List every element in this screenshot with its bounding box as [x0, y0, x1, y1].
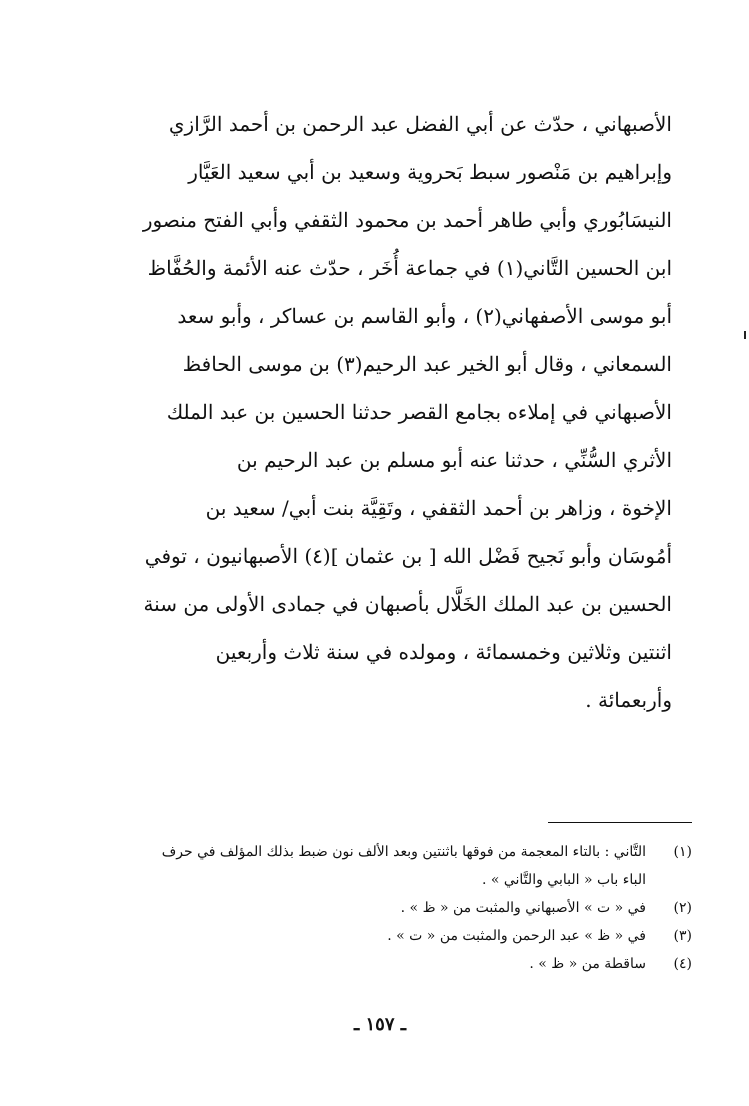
footnote-line: ساقطة من « ظ » . [529, 956, 646, 972]
text-line: الحسين بن عبد الملك الخَلَّال بأصبهان في جمادى الأولى من سنة [143, 592, 672, 616]
footnote-text [100, 838, 646, 894]
footnote-4 [100, 950, 692, 978]
footnote-3 [100, 922, 692, 950]
margin-mark [744, 331, 746, 339]
footnote-number: (١) [673, 844, 692, 860]
footnote-number: (٤) [673, 956, 692, 972]
footnote-number: (٢) [673, 900, 692, 916]
text-line: الأثري السُّنِّي ، حدثنا عنه أبو مسلم بن عبد الرحيم بن [236, 448, 672, 472]
footnote-text [100, 950, 646, 978]
page-number: ـ ١٥٧ ـ [353, 1014, 407, 1035]
footnote-line: في « ظ » عبد الرحمن والمثبت من « ت » . [387, 928, 646, 944]
text-line: اثنتين وثلاثين وخمسمائة ، ومولده في سنة ثلاث وأربعين [215, 640, 672, 664]
main-text-block [130, 100, 672, 724]
footnote-2 [100, 894, 692, 922]
text-line: أمُوسَان وأبو نَجيح فَضْل الله [ بن عثمان ](٤) الأصبهانيون ، توفي [144, 544, 672, 568]
text-line: السمعاني ، وقال أبو الخير عبد الرحيم(٣) بن موسى الحافظ [182, 352, 672, 376]
footnote-line: التَّاني : بالتاء المعجمة من فوقها باثنتين وبعد الألف نون ضبط بذلك المؤلف في حرف [161, 844, 646, 860]
footnotes-block [100, 838, 692, 978]
footnote-1 [100, 838, 692, 894]
text-line: الإخوة ، وزاهر بن أحمد الثقفي ، وتَقِيَّة بنت أبي/ سعيد بن [205, 496, 672, 520]
text-line: أبو موسى الأصفهاني(٢) ، وأبو القاسم بن عساكر ، وأبو سعد [177, 304, 672, 328]
text-line: الأصبهاني في إملاءه بجامع القصر حدثنا الحسين بن عبد الملك [166, 400, 672, 424]
footnote-text [100, 922, 646, 950]
footnote-line: الباء باب « البابي والتَّاني » . [481, 872, 646, 888]
footnote-line: في « ت » الأصبهاني والمثبت من « ظ » . [400, 900, 646, 916]
text-line: وإبراهيم بن مَنْصور سبط بَحروية وسعيد بن أبي سعيد العَيَّار [188, 160, 672, 184]
text-line: الأصبهاني ، حدّث عن أبي الفضل عبد الرحمن بن أحمد الرَّازي [168, 112, 672, 136]
footnote-number: (٣) [673, 928, 692, 944]
footnote-divider [548, 822, 692, 823]
footnote-text [100, 894, 646, 922]
text-line: ابن الحسين التَّاني(١) في جماعة أُخَر ، حدّث عنه الأئمة والحُفَّاظ [147, 256, 672, 280]
text-line: وأربعمائة . [585, 688, 672, 712]
text-line: النيسَابُوري وأبي طاهر أحمد بن محمود الثقفي وأبي الفتح منصور [142, 208, 672, 232]
